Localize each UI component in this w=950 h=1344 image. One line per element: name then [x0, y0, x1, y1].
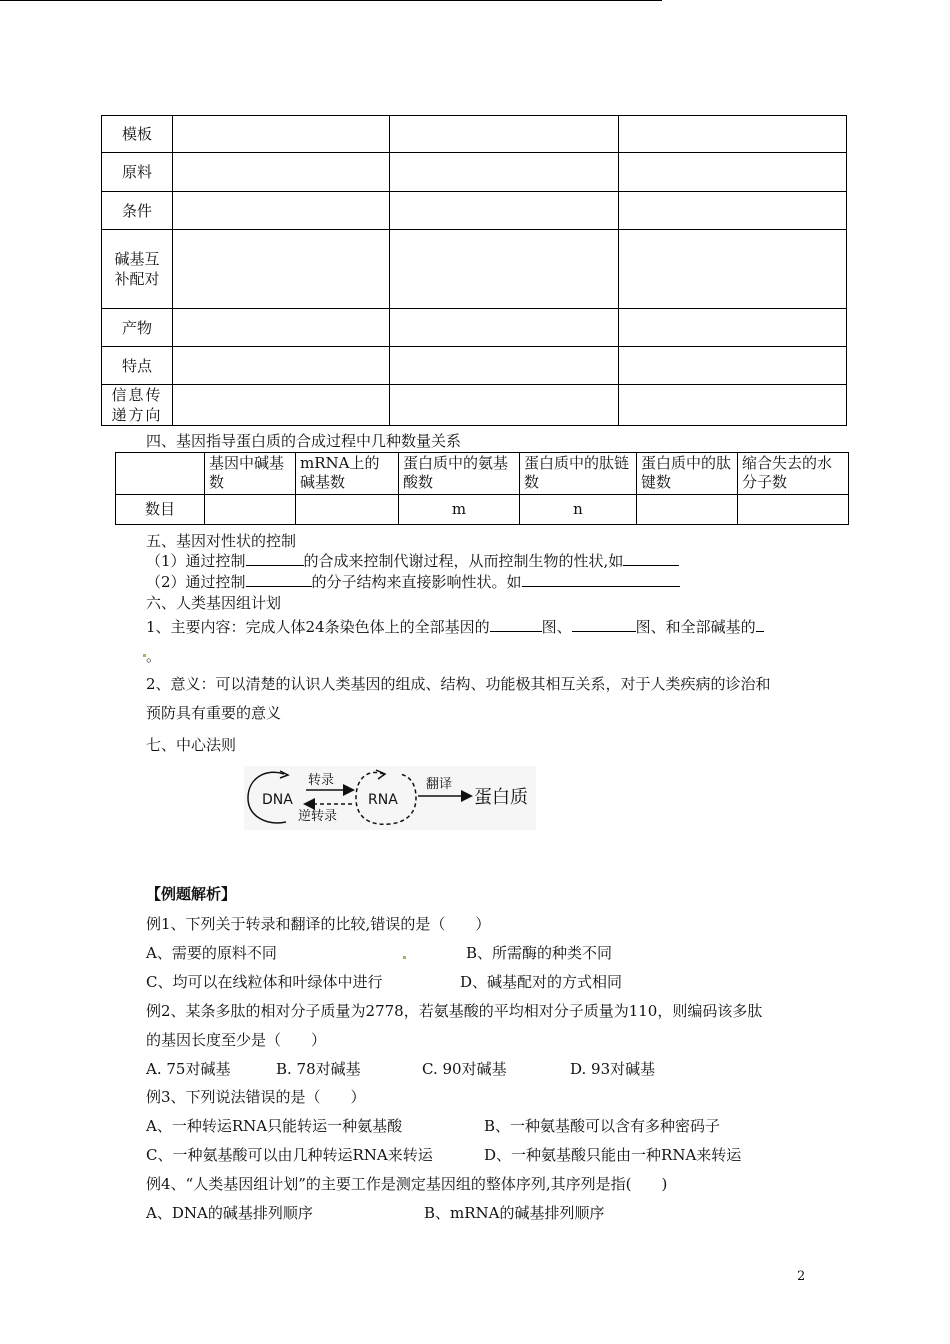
q3-option-a: A、一种转运RNA只能转运一种氨基酸: [146, 1117, 403, 1135]
value-cell: n: [520, 495, 637, 525]
q1-option-c: C、均可以在线粒体和叶绿体中进行: [146, 973, 383, 991]
section6-end: 。: [146, 647, 162, 665]
q1-option-b: B、所需酶的种类不同: [466, 944, 613, 962]
section7-title: 七、中心法则: [146, 736, 237, 754]
q2-option-b: B. 78对碱基: [276, 1060, 361, 1078]
q4-option-b: B、mRNA的碱基排列顺序: [424, 1204, 605, 1222]
q2-option-d: D. 93对碱基: [570, 1060, 656, 1078]
examples-heading: 【例题解析】: [146, 885, 237, 903]
central-dogma-diagram: [244, 766, 536, 830]
value-cell: [738, 495, 849, 525]
transcription-label: 转录: [308, 773, 335, 788]
blank[interactable]: [490, 617, 542, 632]
header-cell: 蛋白质中的肽链数: [520, 453, 637, 495]
section6-meaning-2: 预防具有重要的意义: [146, 704, 282, 722]
header-cell: 缩合失去的水分子数: [738, 453, 849, 495]
q3: 例3、下列说法错误的是（ ）: [146, 1088, 366, 1106]
value-cell: m: [399, 495, 520, 525]
blank[interactable]: [623, 551, 679, 566]
q2-option-c: C. 90对碱基: [422, 1060, 507, 1078]
header-cell: 蛋白质中的氨基酸数: [399, 453, 520, 495]
q3-option-b: B、一种氨基酸可以含有多种密码子: [484, 1117, 721, 1135]
rna-label: RNA: [368, 792, 398, 808]
page-number: 2: [797, 1269, 806, 1284]
row-label: 特点: [102, 347, 173, 385]
q3-option-d: D、一种氨基酸只能由一种RNA来转运: [484, 1146, 742, 1164]
section6-content: 1、主要内容：完成人体24条染色体上的全部基因的 图、 图、和全部碱基的: [146, 616, 764, 637]
quantity-table: [115, 452, 849, 525]
section5-line1: （1）通过控制 的合成来控制代谢过程，从而控制生物的性状,如: [146, 550, 679, 571]
header-cell: 蛋白质中的肽键数: [637, 453, 738, 495]
section4-title: 四、基因指导蛋白质的合成过程中几种数量关系: [146, 432, 462, 450]
blank[interactable]: [246, 551, 304, 566]
row-label: 信息传递方向: [102, 385, 173, 426]
section6-title: 六、人类基因组计划: [146, 594, 282, 612]
blank[interactable]: [522, 572, 680, 587]
q1-option-a: A、需要的原料不同: [146, 944, 277, 962]
q1: 例1、下列关于转录和翻译的比较,错误的是（ ）: [146, 915, 491, 933]
q2-option-a: A. 75对碱基: [146, 1060, 231, 1078]
dna-label: DNA: [262, 792, 293, 808]
section6-meaning-1: 2、意义：可以清楚的认识人类基因的组成、结构、功能极其相互关系，对于人类疾病的诊治和: [146, 675, 771, 693]
row-label: 模板: [102, 116, 173, 153]
value-cell: [296, 495, 399, 525]
header-cell: mRNA上的碱基数: [296, 453, 399, 495]
value-cell: [205, 495, 296, 525]
row-label: 数目: [116, 495, 205, 525]
q2-line1: 例2、某条多肽的相对分子质量为2778，若氨基酸的平均相对分子质量为110，则编码该多肽: [146, 1002, 763, 1020]
row-label: 原料: [102, 153, 173, 192]
row-label: 产物: [102, 309, 173, 347]
q4: 例4、“人类基因组计划”的主要工作是测定基因组的整体序列,其序列是指( ): [146, 1175, 668, 1193]
value-cell: [637, 495, 738, 525]
reverse-transcription-label: 逆转录: [298, 809, 338, 824]
blank[interactable]: [572, 617, 636, 632]
q1-option-d: D、碱基配对的方式相同: [460, 973, 623, 991]
comparison-table: [101, 115, 847, 426]
blank[interactable]: [756, 617, 764, 632]
header-rule: [0, 0, 662, 1]
row-label: 条件: [102, 192, 173, 230]
section5-title: 五、基因对性状的控制: [146, 532, 297, 550]
q3-option-c: C、一种氨基酸可以由几种转运RNA来转运: [146, 1146, 433, 1164]
translation-label: 翻译: [426, 777, 453, 792]
row-label: 碱基互补配对: [102, 230, 173, 309]
q2-line2: 的基因长度至少是（ ）: [146, 1031, 327, 1049]
protein-label: 蛋白质: [474, 787, 528, 808]
q4-option-a: A、DNA的碱基排列顺序: [146, 1204, 313, 1222]
section5-line2: （2）通过控制 的分子结构来直接影响性状。如: [146, 571, 680, 592]
header-cell: 基因中碱基数: [205, 453, 296, 495]
blank[interactable]: [246, 572, 312, 587]
